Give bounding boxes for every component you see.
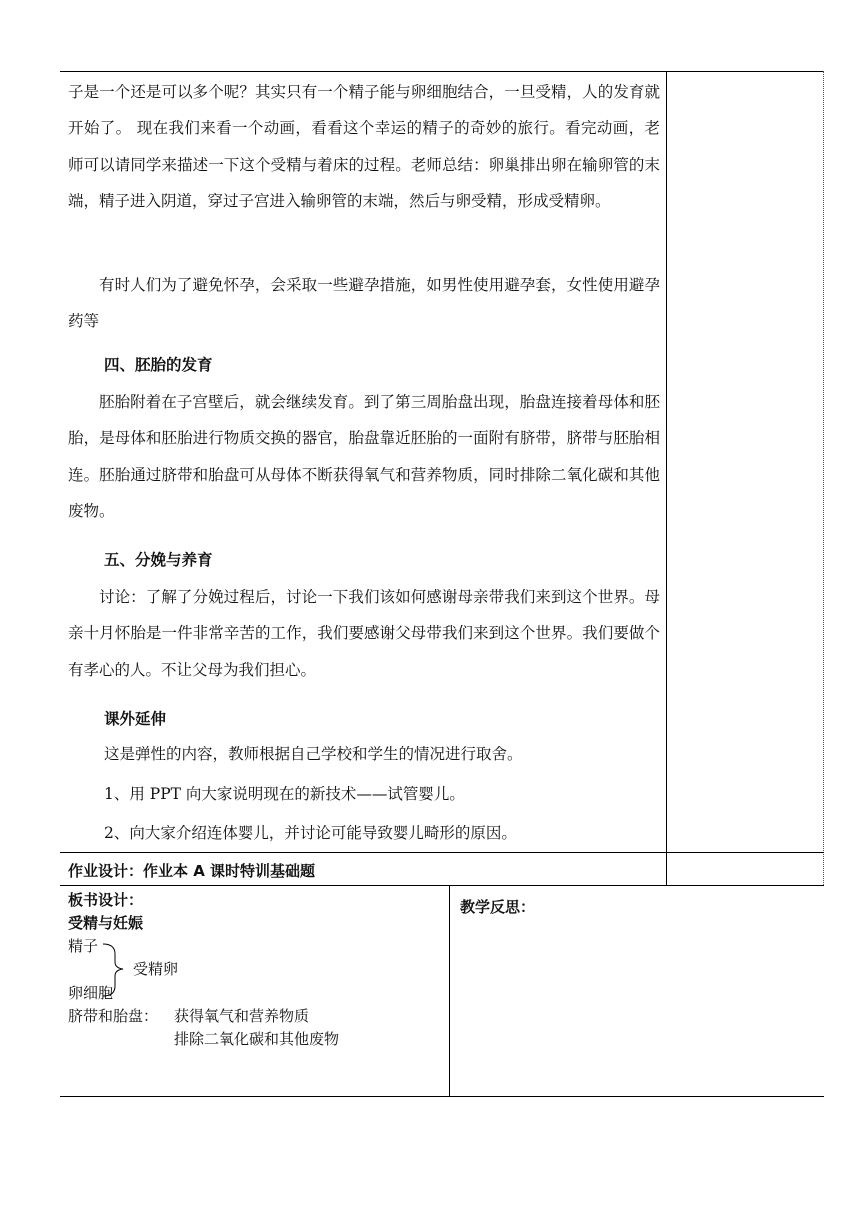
table-right-edge [823,71,824,885]
board-title: 受精与妊娠 [68,914,144,932]
heading-embryo-development: 四、胚胎的发育 [104,356,213,374]
board-cord-2: 排除二氧化碳和其他废物 [174,1030,340,1048]
column-divider [666,71,667,885]
heading-extension: 课外延伸 [104,710,167,728]
extension-item-1: 1、用 PPT 向大家说明现在的新技术——试管婴儿。 [104,785,465,803]
reflection-label: 教学反思： [460,898,536,916]
paragraph-embryo: 胚胎附着在子宫壁后，就会继续发育。到了第三周胎盘出现，胎盘连接着母体和胚胎，是母体和胚胎进行物质交换的器官，胎盘靠近胚胎的一面附有脐带，脐带与胚胎相连。胚胎通过脐带和胎盘可从母体不断获得氧气和营养物质，同时排除二氧化碳和其他废物。 [68,393,660,520]
paragraph-discussion: 讨论：了解了分娩过程后，讨论一下我们该如何感谢母亲带我们来到这个世界。母亲十月怀胎是一件非常辛苦的工作，我们要感谢父母带我们来到这个世界。我们要做个有孝心的人。不让父母为我们担心。 [68,588,660,679]
homework-row-top-border [60,852,824,853]
paragraph-fertilization: 子是一个还是可以多个呢？其实只有一个精子能与卵细胞结合，一旦受精，人的发育就开始了。 现在我们来看一个动画，看看这个幸运的精子的奇妙的旅行。看完动画，老师可以请同学来描述一下这个受精与着床的过程。老师总结：卵巢排出卵在输卵管的末端，精子进入阴道，穿过子宫进入输卵管的末端，然后与卵受精，形成受精卵。 [68,83,660,210]
heading-birth-nurture: 五、分娩与养育 [104,551,213,569]
board-sperm: 精子 [68,937,99,955]
board-zygote: 受精卵 [133,960,179,978]
board-divider [449,885,450,1096]
board-cord-1: 获得氧气和营养物质 [174,1007,310,1025]
table-top-border [60,71,824,72]
board-row-top-border [60,885,824,886]
board-cord-label: 脐带和胎盘： [68,1007,159,1025]
extension-item-2: 2、向大家介绍连体婴儿，并讨论可能导致婴儿畸形的原因。 [104,824,517,842]
homework-label: 作业设计：作业本 A 课时特训基础题 [68,862,316,880]
paragraph-extension-note: 这是弹性的内容，教师根据自己学校和学生的情况进行取舍。 [104,745,523,763]
table-bottom-border [60,1096,824,1097]
brace-icon [103,940,133,1000]
board-egg: 卵细胞 [68,984,114,1002]
paragraph-contraception: 有时人们为了避免怀孕，会采取一些避孕措施，如男性使用避孕套，女性使用避孕药等 [68,276,660,331]
board-label: 板书设计： [68,891,144,909]
